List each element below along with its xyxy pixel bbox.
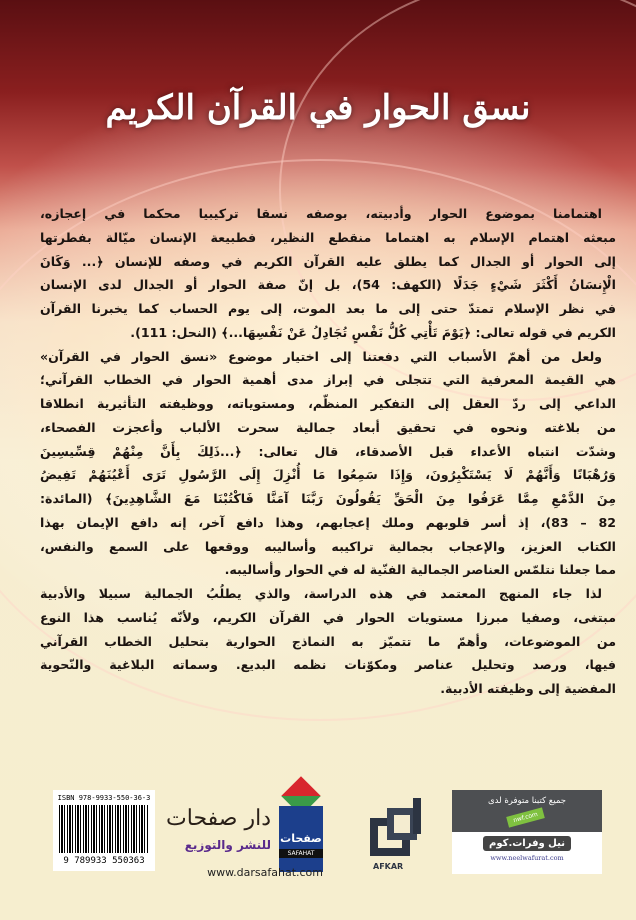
safahat-box-en: SAFAHAT (279, 849, 323, 858)
isbn-label: ISBN 978-9933-550-36-3 (57, 794, 151, 802)
text-line: الكتاب العزيز، والإعجاب بجمالية تراكيبه وأساليبه ووقعها على السمع والنفس، (40, 538, 616, 554)
neel-tag: nwf.com (506, 807, 545, 827)
neel-logo-text: نيل وفرات.كوم (483, 836, 571, 851)
afkar-label: AFKAR (373, 862, 404, 871)
safahat-box-ar: صفحات (280, 832, 322, 845)
blurb-text (40, 202, 616, 701)
text-line: مبتغى، وصفيا مبرزا مستويات الحوار في القرآن الكريم، ولأنّه يُناسب هذا النوع (40, 609, 616, 625)
barcode-bars (59, 805, 149, 853)
publisher-logo (148, 780, 323, 879)
text-line: مِنَ الدَّمْعِ مِمَّا عَرَفُوا مِنَ الْحَقِّ يَقُولُونَ رَبَّنَا آمَنَّا فَاكْتُبْنَا مَعَ الشَّاهِدِينَ﴾ (المائدة: (40, 491, 616, 506)
text-line: اهتمامنا بموضوع الحوار وأدبيته، بوصفه نسقا تركيبيا محكما في إعجازه، (40, 206, 602, 221)
text-line: هي القيمة المعرفية التي تتجلى في إبراز مدى أهمية الحوار في الخطاب القرآني؛ (40, 372, 616, 388)
text-line: في نظر الإسلام تمتدّ حتى إلى ما بعد الموت، إلى يوم الحساب كما يخبرنا القرآن (40, 301, 616, 316)
publisher-name: دار صفحات (166, 806, 271, 831)
text-line: ولعل من أهمّ الأسباب التي دفعتنا إلى اختيار موضوع «نسق الحوار في القرآن» (40, 348, 602, 364)
book-title: نسق الحوار في القرآن الكريم (105, 88, 531, 128)
text-line: فيها، ورصد وتحليل عناصر ومكوّنات نظمه البديع. وسماته البلاغية والنّحوية (40, 657, 616, 673)
text-line: المفضية إلى وظيفته الأدبية. (440, 681, 616, 696)
text-line: وشدّت انتباه الأعداء قبل الأصدقاء، قال تعالى: ﴿...ذَلِكَ بِأَنَّ مِنْهُمْ قِسِّيسِينَ (40, 443, 616, 459)
neel-url: www.neelwafurat.com (490, 854, 564, 862)
publisher-url: www.darsafahat.com (207, 866, 323, 879)
text-line: لذا جاء المنهج المعتمد في هذه الدراسة، والذي يطلُبُ الجمالية سبيلا والأدبية (40, 586, 602, 601)
text-line: الكريم في قوله تعالى: ﴿يَوْمَ تَأْتِي كُلُّ نَفْسٍ تُجَادِلُ عَنْ نَفْسِهَا...﴾ (النحل: 111). (130, 324, 616, 340)
afkar-bar-icon (413, 798, 421, 834)
text-line: الداعي إلى ردّ العقل إلى التفكير المنظّم، ومستوياته، ووظيفته التأثيرية انطلاقا (40, 396, 616, 411)
neelwafurat-logo (452, 790, 602, 874)
text-line: إلى الحوار أو الجدال كما يطلق عليه القرآن الكريم في وصفه للإنسان ﴿... وَكَانَ (40, 253, 616, 269)
isbn-barcode (53, 790, 155, 871)
text-line: مما جعلنا نتلمّس العناصر الجمالية الفنّية له في الحوار وأساليبه. (224, 562, 616, 578)
barcode-number: 9 789933 550363 (63, 856, 145, 866)
back-cover-footer (0, 790, 636, 880)
publisher-subtitle: للنشر والتوزيع (184, 838, 271, 852)
text-line: من الموضوعات، وأهمّ ما تتميّز به النماذج الحوارية بتحليل الخطاب القرآني (40, 633, 616, 649)
neel-availability: جميع كتبنا متوفرة لدى (452, 790, 602, 832)
safahat-box (279, 806, 323, 872)
text-line: 82 – 83)، إذ أسر قلوبهم وملك إعجابهم، وهذا دافع آخر، إنه دافع الإيمان بهذا (40, 514, 616, 530)
text-line: مبعثه اهتمام الإسلام به اهتماما منقطع النظير، فطبيعة الإنسان ميّالة بفطرتها (40, 229, 616, 245)
text-line: من بلاغته ونحوه في تحقيق أبعاد جمالية سحرت الألباب وأعجزت الفصحاء، (40, 419, 616, 435)
text-line: وَرُهْبَانًا وَأَنَّهُمْ لَا يَسْتَكْبِرُونَ، وَإِذَا سَمِعُوا مَا أُنْزِلَ إِلَى الرَّسُولِ تَرَى أَعْيُنَهُمْ تَفِيضُ (40, 467, 616, 483)
afkar-logo (365, 798, 445, 873)
text-line: الْإِنسَانُ أَكْثَرَ شَيْءٍ جَدَلًا (الكهف: 54)، بل إنّ صفة الحوار أو الجدال لدى الإنسان (40, 277, 616, 293)
